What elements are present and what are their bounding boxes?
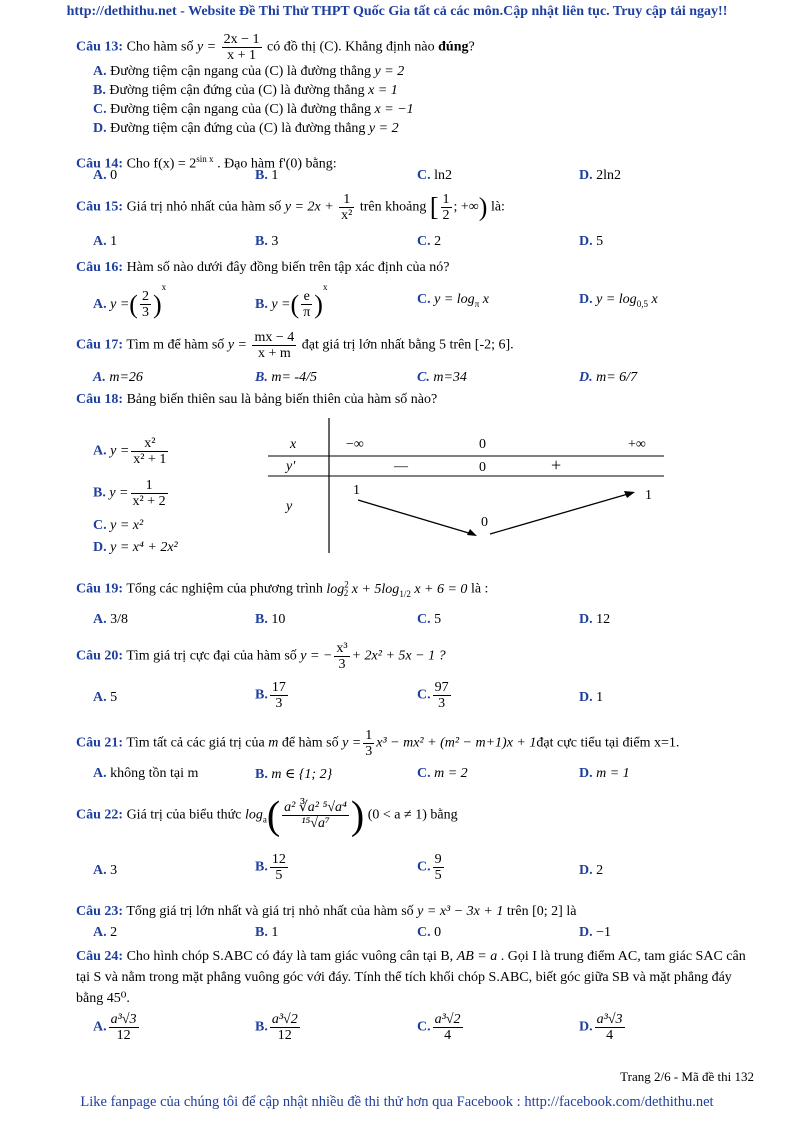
table-y-value: 1 [645,488,652,503]
param: m [268,735,279,751]
question-19 [76,575,756,602]
log: log [244,807,263,823]
question-20 [76,641,756,672]
question-label: Câu 16: [76,260,124,275]
question-label: Câu 18: [76,392,124,407]
fraction: $\frac{1}{3}$ [365,728,373,759]
table-yprime-label: y' [286,459,296,474]
option-c[interactable]: C. ln2 [417,168,453,183]
bracket-open: [ [429,192,439,222]
question-tail: + 2x² + 5x − 1 ? [351,648,446,664]
question-text: Tổng các nghiệm của phương trình [126,581,323,597]
question-24 [76,946,756,1009]
q13-options [93,62,414,138]
option-a[interactable]: A. m=26 [93,370,143,385]
decreasing-arrow [358,500,472,534]
interval-tail: ; +∞ [453,199,479,215]
q23-options [93,925,733,947]
question-end: bằng [430,807,458,823]
q24-options [93,1012,733,1054]
question-text: góc giữa SB và mặt phẳng đáy bằng 45⁰. [76,970,732,1006]
question-text: Cho hàm số [126,39,194,55]
option-b[interactable]: B. m= -4/5 [255,370,317,385]
equation: $\log^2_2 x + 5\log_{1/2}$ x + 6 = 0 [326,579,468,599]
question-text: Giá trị của biểu thức [126,807,242,823]
question-text: Giá trị nhỏ nhất của hàm số [126,199,282,215]
option-a[interactable]: A. 5 [93,690,118,705]
question-23 [76,903,756,921]
question-label: Câu 23: [76,904,124,919]
question-text: Tìm m để hàm số [126,337,225,353]
question-15 [76,192,756,223]
option-a[interactable]: A. 3/8 [93,612,129,627]
option-a[interactable]: A. 0 [93,168,118,183]
question-label: Câu 22: [76,807,124,823]
arrow-head [467,529,477,536]
option-a[interactable]: A. y = $\frac{\text{x²}}{\text{x² + 1}}$ [93,436,167,467]
table-x-value: 0 [479,437,486,452]
table-y-label: y [286,499,293,514]
q17-options [93,370,733,392]
question-text: Bảng biến thiên sau là bảng biến thiên của hàm số nào? [126,392,438,407]
table-y-value: 0 [481,515,488,530]
question-label: Câu 15: [76,199,124,215]
option-c[interactable]: C. 5 [417,612,442,627]
question-mid: trên khoảng [359,199,427,215]
exponent: sin x [196,154,214,164]
interval-fraction: $\frac{1}{2}$ [442,192,450,223]
question-label: Câu 21: [76,735,124,751]
option-c[interactable]: C. 0 [417,925,442,940]
fraction: $\frac{\text{x³}}{3}$ [336,641,348,672]
fraction: $\frac{1}{\text{x²}}$ [341,192,353,223]
option-d[interactable]: D. m = 1 [579,766,630,781]
table-yprime-value: 0 [479,460,486,475]
question-end: đạt cực tiểu tại điểm x=1. [536,735,680,751]
fraction: $\frac{mx - 4}{x + m}$ [254,330,295,361]
question-text: Cho hình chóp S.ABC có đáy là tam giác vuông cân tại B, [126,949,454,964]
function-lhs: y = [227,337,247,353]
site-header[interactable]: http://dethithu.net - Website Đề Thi Thử THPT Quốc Gia tất cả các môn.Cập nhật liên tục. Truy cập tải ngay!! [66,4,728,19]
question-text: tam giác SAC cân tại S và nằm trong mặt phẳng vuông góc với đáy. Tính thể tích khối chóp S.ABC, biết [76,949,746,985]
option-b[interactable]: B. $\frac{17}{3}$ [255,680,286,711]
option-c[interactable]: C. y = x² [93,518,144,533]
question-label: Câu 19: [76,581,124,597]
arrow-head [624,491,635,498]
question-tail: đạt giá trị lớn nhất bằng 5 trên [-2; 6]. [301,337,514,353]
page-number: Trang 2/6 - Mã đề thi 132 [620,1069,754,1084]
option-d[interactable]: D. 1 [579,690,604,705]
math: AB = a [456,949,498,964]
option-c[interactable]: C. m = 2 [417,766,468,781]
q15-options [93,234,733,256]
option-d[interactable]: D. 12 [579,612,611,627]
option-c[interactable]: C. 2 [417,234,442,249]
table-yprime-value: — [394,459,408,474]
option-d[interactable]: D. 2 [579,863,604,878]
function-lhs: y = − [300,648,333,664]
question-text: Tìm giá trị cực đại của hàm số [126,648,297,664]
option-a[interactable]: A. $\frac{\text{a³√3}}{12}$ [93,1012,137,1043]
q16-options [93,282,733,321]
q20-options [93,680,733,716]
log-base: a [262,814,267,825]
variation-table [268,418,664,553]
function-lhs: y = 2x + [284,199,334,215]
option-d[interactable]: D. $y = \log_{0,5} x$ [579,292,658,309]
q14-options [93,168,733,190]
option-b[interactable]: B. $\frac{12}{5}$ [255,852,286,883]
question-label: Câu 14: [76,156,124,172]
question-22: Câu 22: Giá trị của biểu thức $\log_a$( $\frac{\text{a² ∛a² ⁵√a⁴}}{\text{¹⁵√a⁷}}$ ) (0 < a ≠ 1) bằng [76,792,458,838]
condition: (0 < a ≠ 1) [367,807,427,823]
option-c[interactable]: C. m=34 [417,370,467,385]
fraction: $\frac{2x - 1}{x + 1}$ [223,32,260,63]
option-b[interactable]: B. m ∈ {1; 2} [255,767,333,782]
question-text: . Gọi I là trung điểm AC, [500,949,641,964]
option-a[interactable]: A. 3 [93,863,118,878]
option-d[interactable]: D. −1 [579,925,612,940]
option-a[interactable]: A. Đường tiệm cận ngang của (C) là đường thẳng y = 2 [93,64,405,79]
fraction: $\frac{\text{a² ∛a² ⁵√a⁴}}{\text{¹⁵√a⁷}}$ [284,800,347,831]
question-tail: x³ − mx² + (m² − m+1)x + 1 [376,735,537,751]
question-end: là: [490,199,505,215]
question-label: Câu 20: [76,648,124,664]
question-tail: . Đạo hàm f'(0) bằng: [217,156,337,172]
function-lhs: y = [342,735,362,751]
option-b[interactable]: B. y =( $\frac{e}{\pi}$ )$^x$ [255,282,328,321]
table-yprime-value: + [551,455,562,475]
option-c[interactable]: C. $\frac{\text{a³√2}}{4}$ [417,1012,461,1043]
option-b[interactable]: B. 10 [255,612,286,627]
option-d[interactable]: D. 5 [579,234,604,249]
question-text: Tổng giá trị lớn nhất và giá trị nhỏ nhất của hàm số [126,904,414,919]
table-x-value: −∞ [346,437,364,452]
function: y = x³ − 3x + 1 [417,904,504,919]
question-tail: có đồ thị (C). Khẳng định nào [267,39,435,55]
bracket-close: ) [478,192,488,222]
option-c[interactable]: C. $\frac{9}{5}$ [417,852,442,883]
option-c[interactable]: C. $y = \log_\pi x$ [417,292,489,309]
q18-options [93,436,178,556]
option-d[interactable]: D. Đường tiệm cận đứng của (C) là đường thẳng y = 2 [93,121,399,136]
site-footer[interactable]: Like fanpage của chúng tôi để cập nhật nhiều đề thi thử hơn qua Facebook : http://facebook.com/dethithu.net [80,1094,714,1110]
option-a[interactable]: A. 1 [93,234,118,249]
q19-options [93,612,733,634]
question-text: Hàm số nào dưới đây đồng biến trên tập xác định của nó? [126,260,450,275]
question-text: Tìm tất cả các giá trị của [126,735,265,751]
increasing-arrow [490,494,628,534]
table-x-label: x [290,437,297,452]
question-label: Câu 17: [76,337,124,353]
question-16 [76,259,756,277]
option-d[interactable]: D. y = x⁴ + 2x² [93,540,178,555]
question-21 [76,728,756,759]
q22-options [93,852,733,892]
option-a[interactable]: A. không tồn tại m [93,766,199,781]
emphasis: đúng [438,39,469,55]
question-18 [76,391,756,409]
q21-options [93,766,733,788]
option-b[interactable]: B. $\frac{\text{a³√2}}{12}$ [255,1012,298,1043]
option-a[interactable]: A. 2 [93,925,118,940]
question-end: là : [470,581,489,597]
question-17 [76,330,756,361]
option-a[interactable]: A. y =( $\frac{2}{3}$ )$^x$ [93,282,167,321]
question-mid: trên [506,904,529,919]
question-text: để hàm số [281,735,339,751]
question-label: Câu 13: [76,39,124,55]
option-c[interactable]: C. Đường tiệm cận ngang của (C) là đường thẳng x = −1 [93,102,414,117]
option-c[interactable]: C. $\frac{97}{3}$ [417,680,449,711]
question-end: là [566,904,577,919]
table-x-value: +∞ [628,437,646,452]
question-text: Cho f(x) = 2 [126,156,197,172]
interval: [0; 2] [532,904,563,919]
option-b[interactable]: B. 1 [255,925,279,940]
question-label: Câu 24: [76,949,124,964]
table-y-value: 1 [353,483,360,498]
option-b[interactable]: B. y = $\frac{1}{\text{x² + 2}}$ [93,478,166,509]
option-d[interactable]: D. m= 6/7 [579,370,638,385]
option-d[interactable]: D. 2ln2 [579,168,622,183]
function-lhs: y = [196,39,217,55]
option-d[interactable]: D. $\frac{\text{a³√3}}{4}$ [579,1012,623,1043]
option-b[interactable]: B. 1 [255,168,279,183]
option-b[interactable]: B. Đường tiệm cận đứng của (C) là đường thẳng x = 1 [93,83,398,98]
question-13 [76,32,756,63]
option-b[interactable]: B. 3 [255,234,279,249]
question-end: ? [468,39,475,55]
